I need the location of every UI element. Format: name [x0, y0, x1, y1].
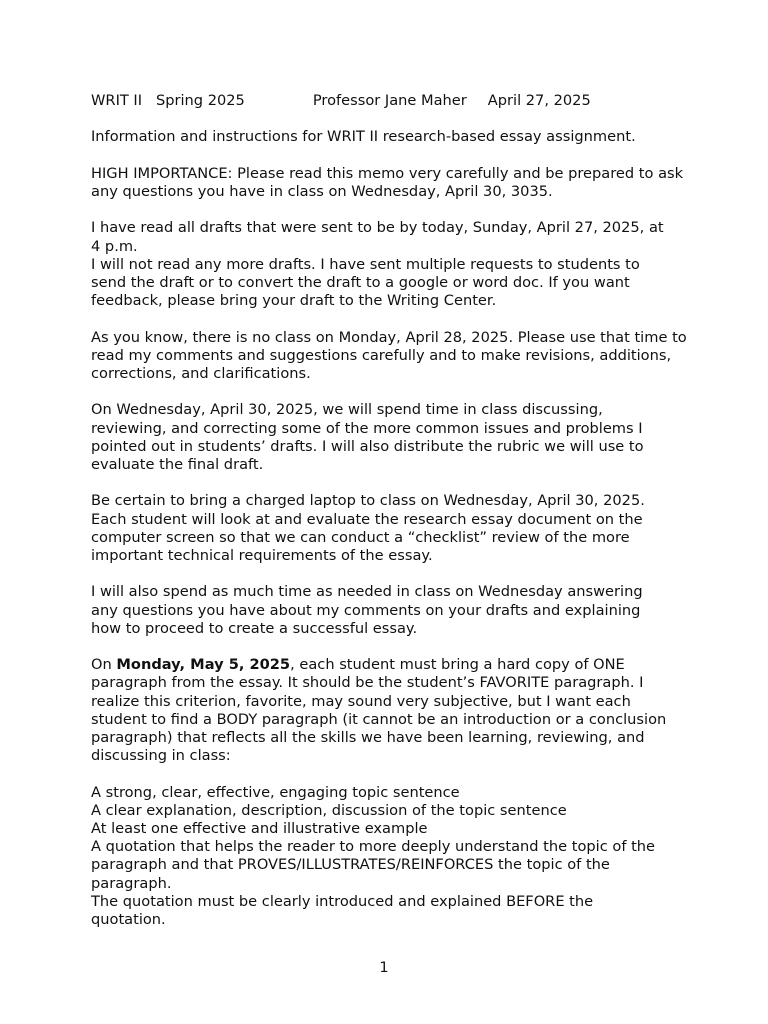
intro-paragraph: Information and instructions for WRIT II research-based essay assignment. [91, 128, 636, 146]
criteria-item: At least one effective and illustrative example [91, 819, 428, 837]
monday-prefix: On [91, 656, 117, 674]
professor-name: Professor Jane Maher [312, 92, 467, 109]
criteria-list [91, 784, 691, 930]
document-body [91, 92, 691, 929]
memo-header [91, 92, 691, 110]
course-name: WRIT II [91, 92, 143, 109]
wednesday-paragraph: On Wednesday, April 30, 2025, we will spend time in class discussing, reviewing, and correcting some of the more common issues and problems I pointed out in students’ drafts. I will also distribute the rubric we will use to evaluate the final draft. [91, 401, 644, 473]
monday-date-bold: Monday, May 5, 2025 [116, 656, 291, 674]
drafts-read-text: I have read all drafts that were sent to be by today, Sunday, April 27, 2025, at 4 p.m. [91, 219, 664, 255]
no-class-paragraph: As you know, there is no class on Monday, April 28, 2025. Please use that time to read my comments and suggestions carefully and to make revisions, additions, corrections, and clarifications. [91, 328, 687, 382]
questions-paragraph: I will also spend as much time as needed in class on Wednesday answering any questions you have about my comments on your drafts and explaining how to proceed to create a successful essay. [91, 583, 643, 637]
criteria-item: The quotation must be clearly introduced and explained BEFORE the quotation. [91, 892, 594, 928]
criteria-item: A quotation that helps the reader to more deeply understand the topic of the paragraph and that PROVES/ILLUSTRATES/REINFORCES the topic of the paragraph. [91, 838, 656, 892]
no-more-drafts-text: I will not read any more drafts. I have sent multiple requests to students to send the draft or to convert the draft to a google or word doc. If you want feedback, please bring your draft to the Writing Center. [91, 255, 640, 310]
memo-date: April 27, 2025 [487, 92, 591, 109]
term: Spring 2025 [155, 92, 245, 109]
criteria-item: A strong, clear, effective, engaging topic sentence [91, 783, 460, 801]
laptop-paragraph: Be certain to bring a charged laptop to class on Wednesday, April 30, 2025. Each student will look at and evaluate the research essay document on the computer screen so that we can conduct a “checklist” review of the more important technical requirements of the essay. [91, 492, 645, 564]
criteria-item: A clear explanation, description, discussion of the topic sentence [91, 801, 567, 819]
monday-rest: , each student must bring a hard copy of ONE paragraph from the essay. It should be the student’s FAVORITE paragraph. I realize this criterion, favorite, may sound very subjective, but I want each student to find a BODY paragraph (it cannot be an introduction or a conclusion paragraph) that reflects all the skills we have been learning, reviewing, and discussing in class: [91, 656, 667, 765]
page-number: 1 [379, 959, 389, 976]
monday-paragraph [91, 656, 676, 765]
drafts-paragraph [91, 219, 666, 310]
importance-paragraph: HIGH IMPORTANCE: Please read this memo very carefully and be prepared to ask any questions you have in class on Wednesday, April 30, 3035. [91, 164, 684, 200]
